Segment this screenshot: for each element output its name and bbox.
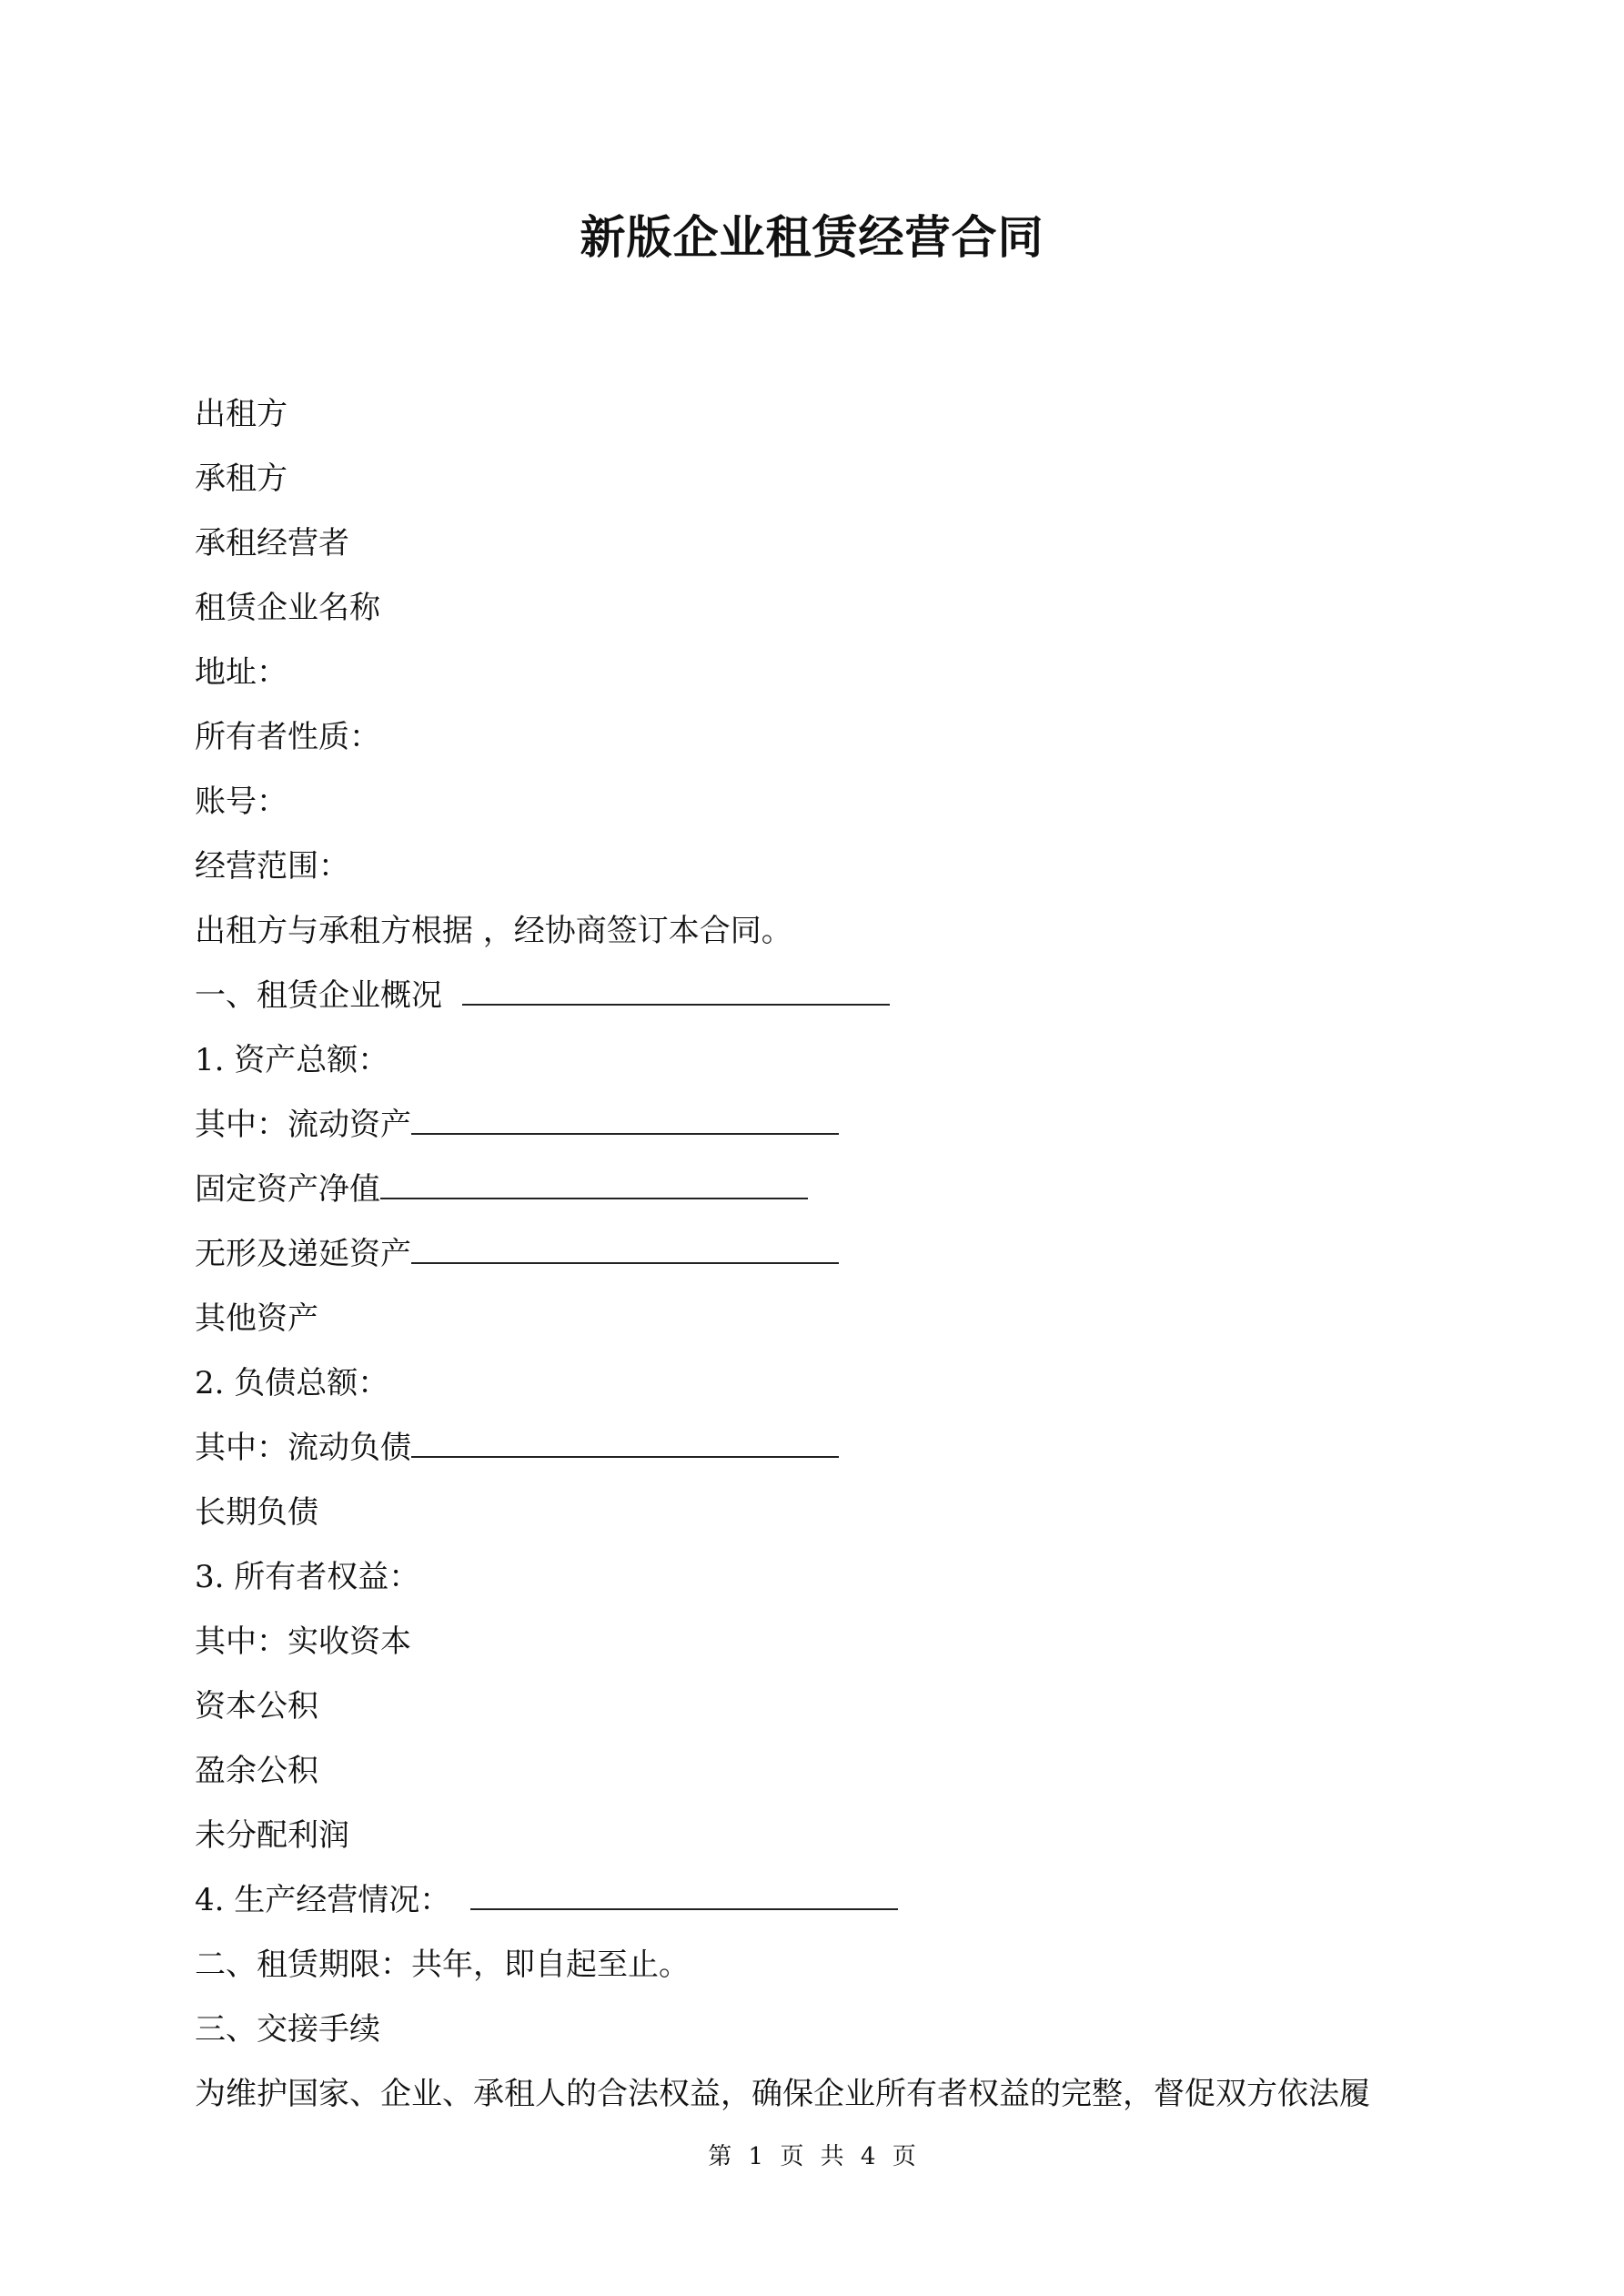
other-assets-line: 其他资产: [195, 1300, 318, 1337]
document-body: [195, 382, 1468, 2127]
operating-status-label: 4. 生产经营情况：: [195, 1882, 451, 1918]
undistributed-profit-line: 未分配利润: [195, 1817, 349, 1854]
current-assets-line: [195, 1093, 1468, 1158]
fill-in-blank[interactable]: [462, 976, 890, 1006]
net-fixed-assets-label: 固定资产净值: [195, 1171, 380, 1208]
lessee-line: 承租方: [195, 460, 287, 497]
intangible-deferred-assets-line: [195, 1222, 1468, 1287]
fill-in-blank[interactable]: [470, 1881, 898, 1910]
ownership-nature-line: 所有者性质：: [195, 719, 380, 755]
leased-enterprise-name-line: 租赁企业名称: [195, 590, 380, 626]
fill-in-blank[interactable]: [411, 1235, 839, 1264]
agreement-preamble: 出租方与承租方根据 ，经协商签订本合同。: [195, 913, 792, 949]
address-line: 地址：: [195, 654, 287, 691]
business-scope-line: 经营范围：: [195, 848, 349, 885]
lease-term-section: 二、租赁期限：共年，即自起至止。: [195, 1947, 690, 1983]
section-enterprise-overview: [195, 964, 1468, 1028]
long-term-liabilities-line: 长期负债: [195, 1494, 318, 1531]
capital-reserve-line: 资本公积: [195, 1688, 318, 1725]
account-number-line: 账号：: [195, 784, 287, 820]
fill-in-blank[interactable]: [411, 1429, 839, 1458]
lessor-line: 出租方: [195, 396, 287, 432]
handover-paragraph: 为维护国家、企业、承租人的合法权益，确保企业所有者权益的完整，督促双方依法履: [195, 2076, 1370, 2112]
fill-in-blank[interactable]: [380, 1170, 808, 1199]
owners-equity-line: 3. 所有者权益：: [195, 1559, 420, 1595]
net-fixed-assets-line: [195, 1158, 1468, 1222]
intangible-deferred-assets-label: 无形及递延资产: [195, 1236, 411, 1272]
total-assets-line: 1. 资产总额：: [195, 1042, 389, 1078]
operating-status-line: [195, 1868, 1468, 1933]
section-enterprise-overview-label: 一、租赁企业概况: [195, 977, 442, 1014]
handover-section: 三、交接手续: [195, 2011, 380, 2048]
current-assets-label: 其中：流动资产: [195, 1107, 411, 1143]
fill-in-blank[interactable]: [411, 1106, 839, 1135]
total-liabilities-line: 2. 负债总额：: [195, 1365, 389, 1401]
current-liabilities-label: 其中：流动负债: [195, 1430, 411, 1466]
page-footer: 第 1 页 共 4 页: [708, 2143, 916, 2170]
paid-in-capital-line: 其中：实收资本: [195, 1623, 411, 1660]
document-title: 新版企业租赁经营合同: [580, 210, 1044, 264]
surplus-reserve-line: 盈余公积: [195, 1753, 318, 1789]
lease-operator-line: 承租经营者: [195, 525, 349, 561]
current-liabilities-line: [195, 1416, 1468, 1481]
